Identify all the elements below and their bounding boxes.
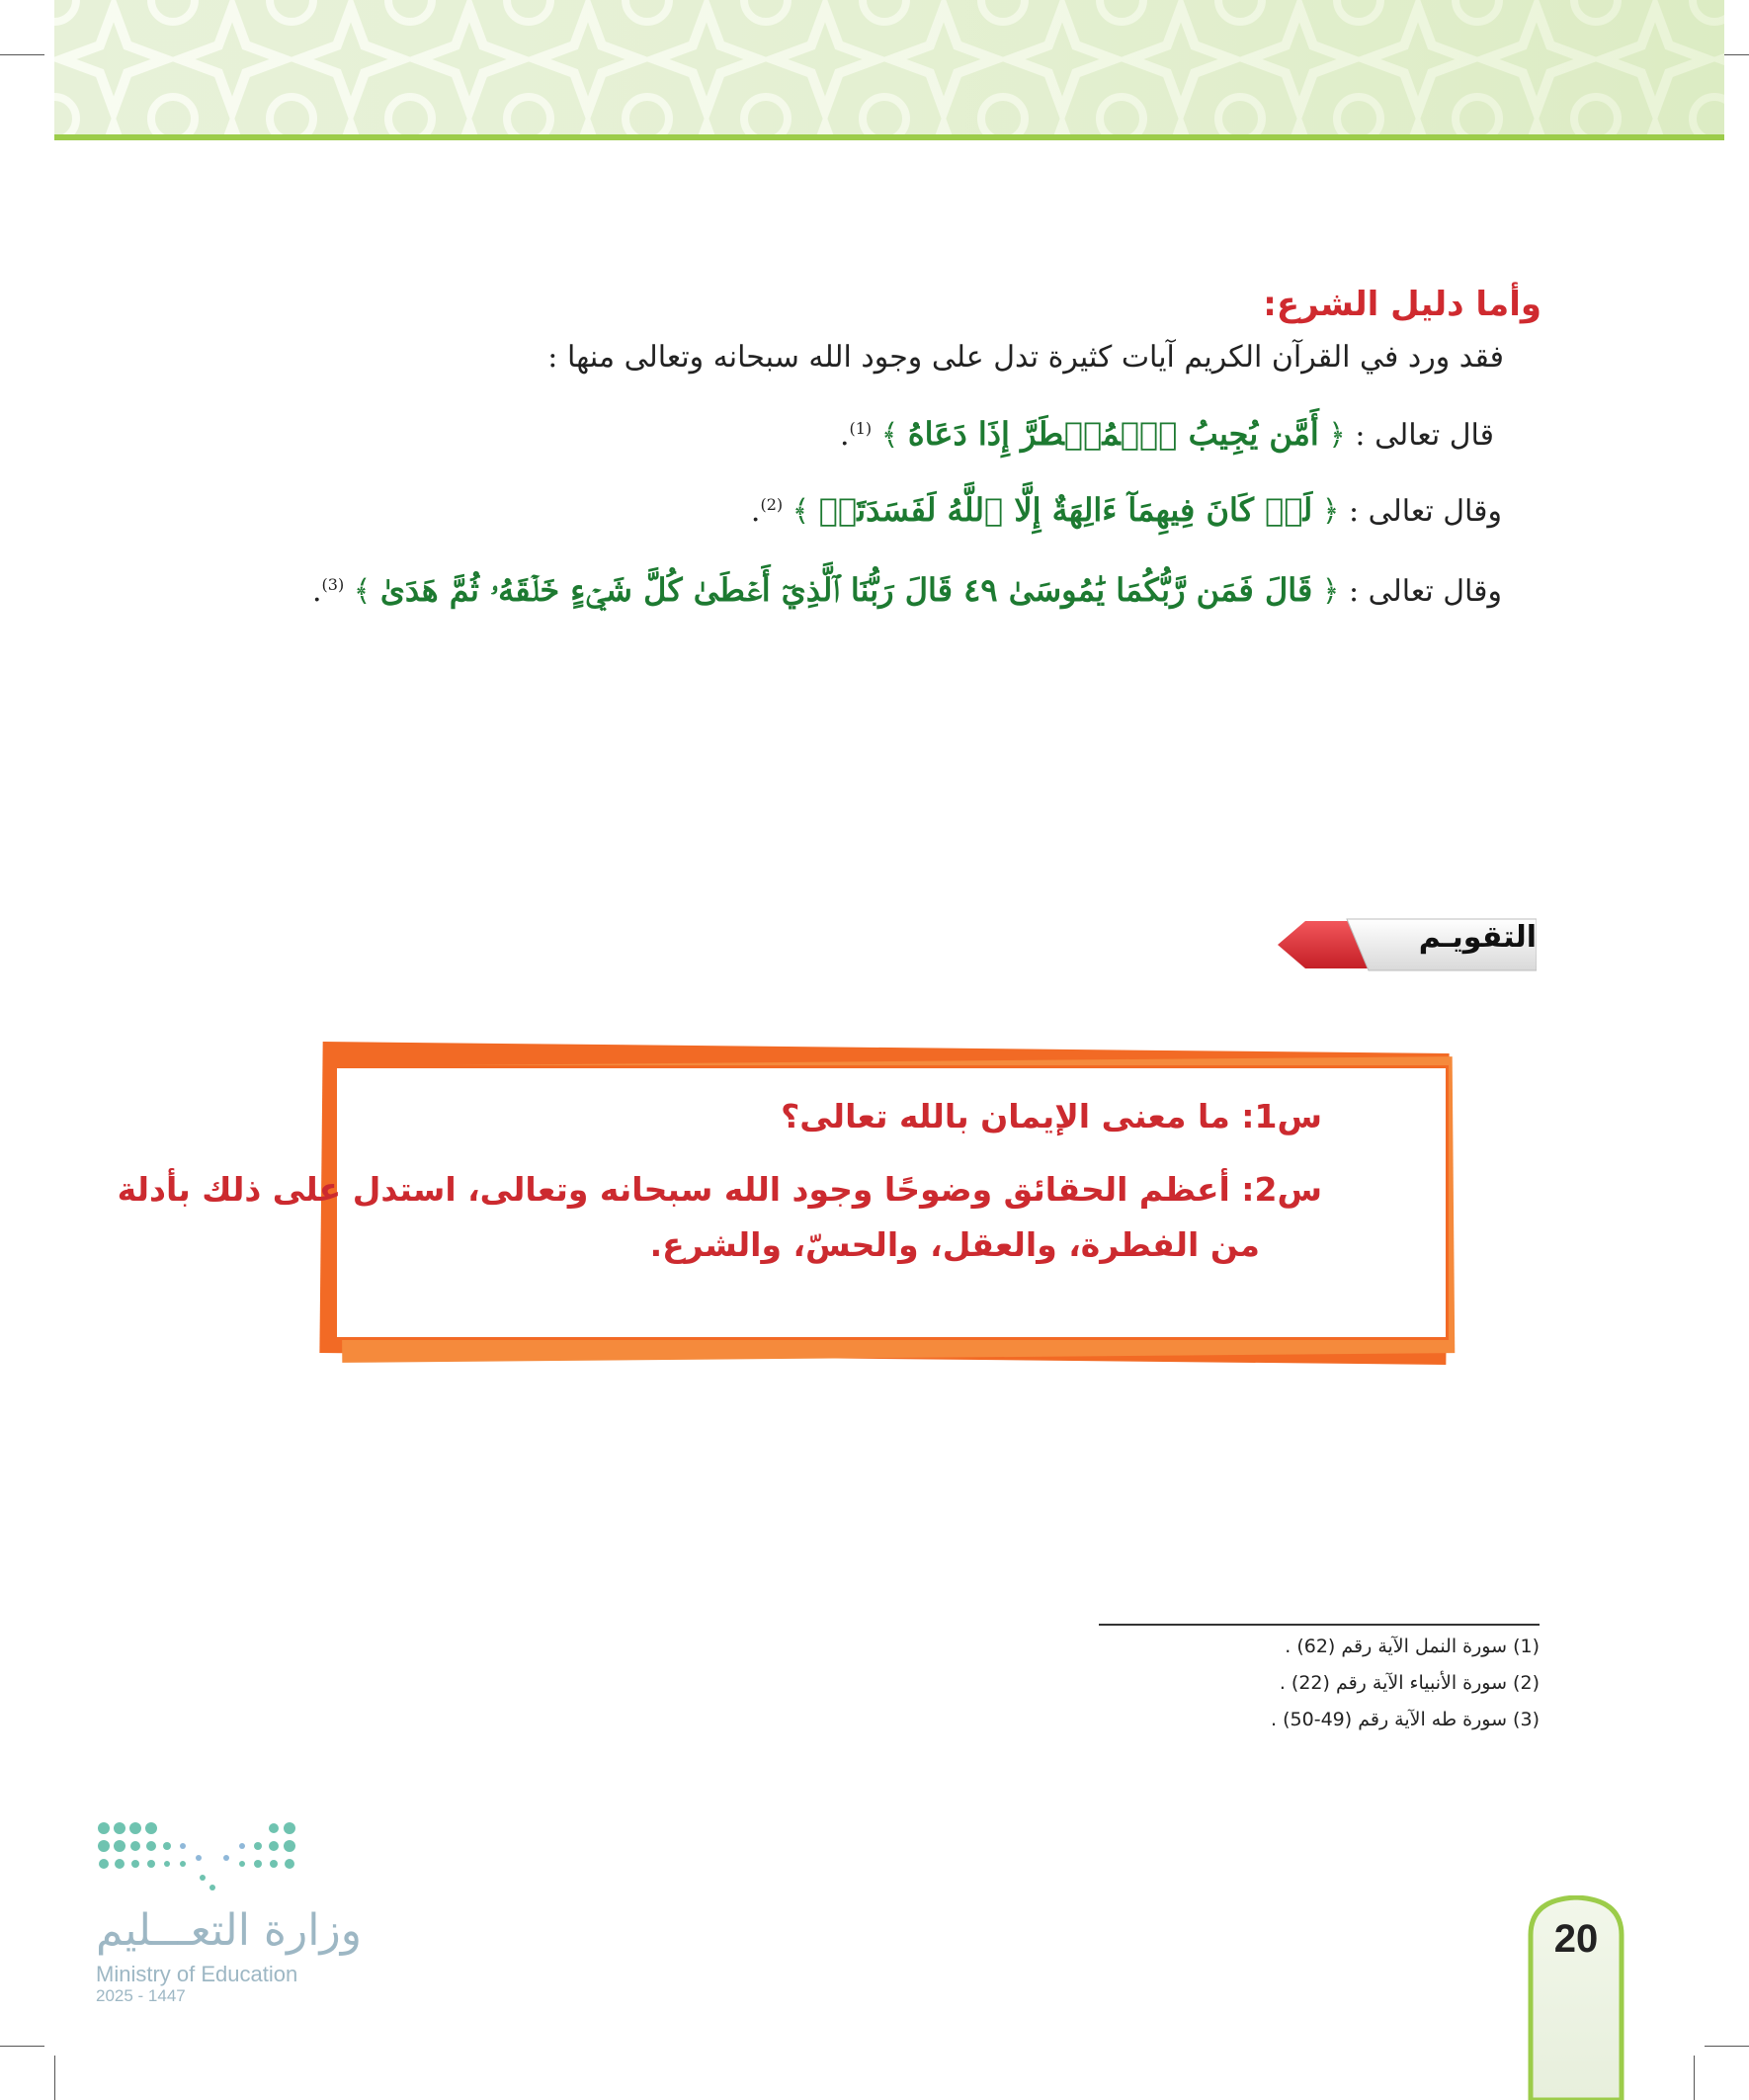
ornate-bracket-close-icon: ﴾ <box>353 574 372 609</box>
question-2-line-1: س2: أعظم الحقائق وضوحًا وجود الله سبحانه وتعالى، استدل على ذلك بأدلة <box>117 1170 1322 1209</box>
edition-year: 2025 - 1447 <box>96 1986 186 2005</box>
footnote-ref: (1) <box>849 419 873 438</box>
verse-line-1 <box>840 415 1494 453</box>
header-pattern <box>54 0 1724 138</box>
question-1: س1: ما معنى الإيمان بالله تعالى؟ <box>781 1097 1322 1135</box>
geometric-pattern-icon <box>54 0 1724 138</box>
crop-mark <box>0 2046 44 2047</box>
verse-prefix: وقال تعالى : <box>1348 574 1502 609</box>
header-rule <box>54 134 1724 140</box>
ornate-bracket-open-icon: ﴿ <box>1321 574 1340 609</box>
section-intro: فقد ورد في القرآن الكريم آيات كثيرة تدل على وجود الله سبحانه وتعالى منها : <box>547 340 1504 375</box>
verse-prefix: وقال تعالى : <box>1348 494 1502 529</box>
ministry-logo-icon <box>94 1818 311 1897</box>
ministry-name-arabic: وزارة التعـــليم <box>96 1905 362 1956</box>
period: . <box>750 494 761 529</box>
ornate-bracket-open-icon: ﴿ <box>1328 418 1346 453</box>
question-2-line-2: من الفطرة، والعقل، والحسّ، والشرع. <box>649 1225 1260 1264</box>
crop-mark <box>1694 2056 1695 2100</box>
verse-text: أَمَّن يُجِيبُ ٱلۡمُضۡطَرَّ إِذَا دَعَاهُ <box>907 415 1319 453</box>
page-number: 20 <box>1553 1917 1599 1961</box>
crop-mark <box>54 2056 55 2100</box>
ministry-name-english: Ministry of Education <box>96 1962 298 1986</box>
footnote-1: (1) سورة النمل الآية رقم (62) . <box>1285 1636 1540 1657</box>
period: . <box>839 418 850 453</box>
ornate-bracket-close-icon: ﴾ <box>791 494 810 529</box>
footnote-ref: (2) <box>760 495 784 514</box>
verse-line-3 <box>312 571 1502 610</box>
ornate-bracket-open-icon: ﴿ <box>1321 494 1340 529</box>
crop-mark <box>1705 2046 1749 2047</box>
footnote-3: (3) سورة طه الآية رقم (49-50) . <box>1271 1709 1540 1730</box>
verse-line-2 <box>751 491 1502 529</box>
footnote-2: (2) سورة الأنبياء الآية رقم (22) . <box>1279 1672 1540 1694</box>
crop-mark <box>0 54 44 55</box>
evaluation-label: التقويـم <box>1418 920 1537 955</box>
ornate-bracket-close-icon: ﴾ <box>880 418 899 453</box>
verse-text: لَوۡ كَانَ فِيهِمَآ ءَالِهَةٌ إِلَّا ٱللَّهُ لَفَسَدَتَاۚ <box>818 491 1313 529</box>
footnote-divider <box>1099 1624 1540 1626</box>
verse-text: قَالَ فَمَن رَّبُّكُمَا يَٰمُوسَىٰ ٤٩ قَالَ رَبُّنَا ٱلَّذِيٓ أَعۡطَىٰ كُلَّ شَيۡءٍ خَلۡقَهُۥ ثُمَّ هَدَىٰ <box>379 571 1313 609</box>
verse-prefix: قال تعالى : <box>1355 418 1494 453</box>
footnote-ref: (3) <box>321 575 345 594</box>
period: . <box>311 574 322 609</box>
section-title: وأما دليل الشرع: <box>1263 285 1541 324</box>
